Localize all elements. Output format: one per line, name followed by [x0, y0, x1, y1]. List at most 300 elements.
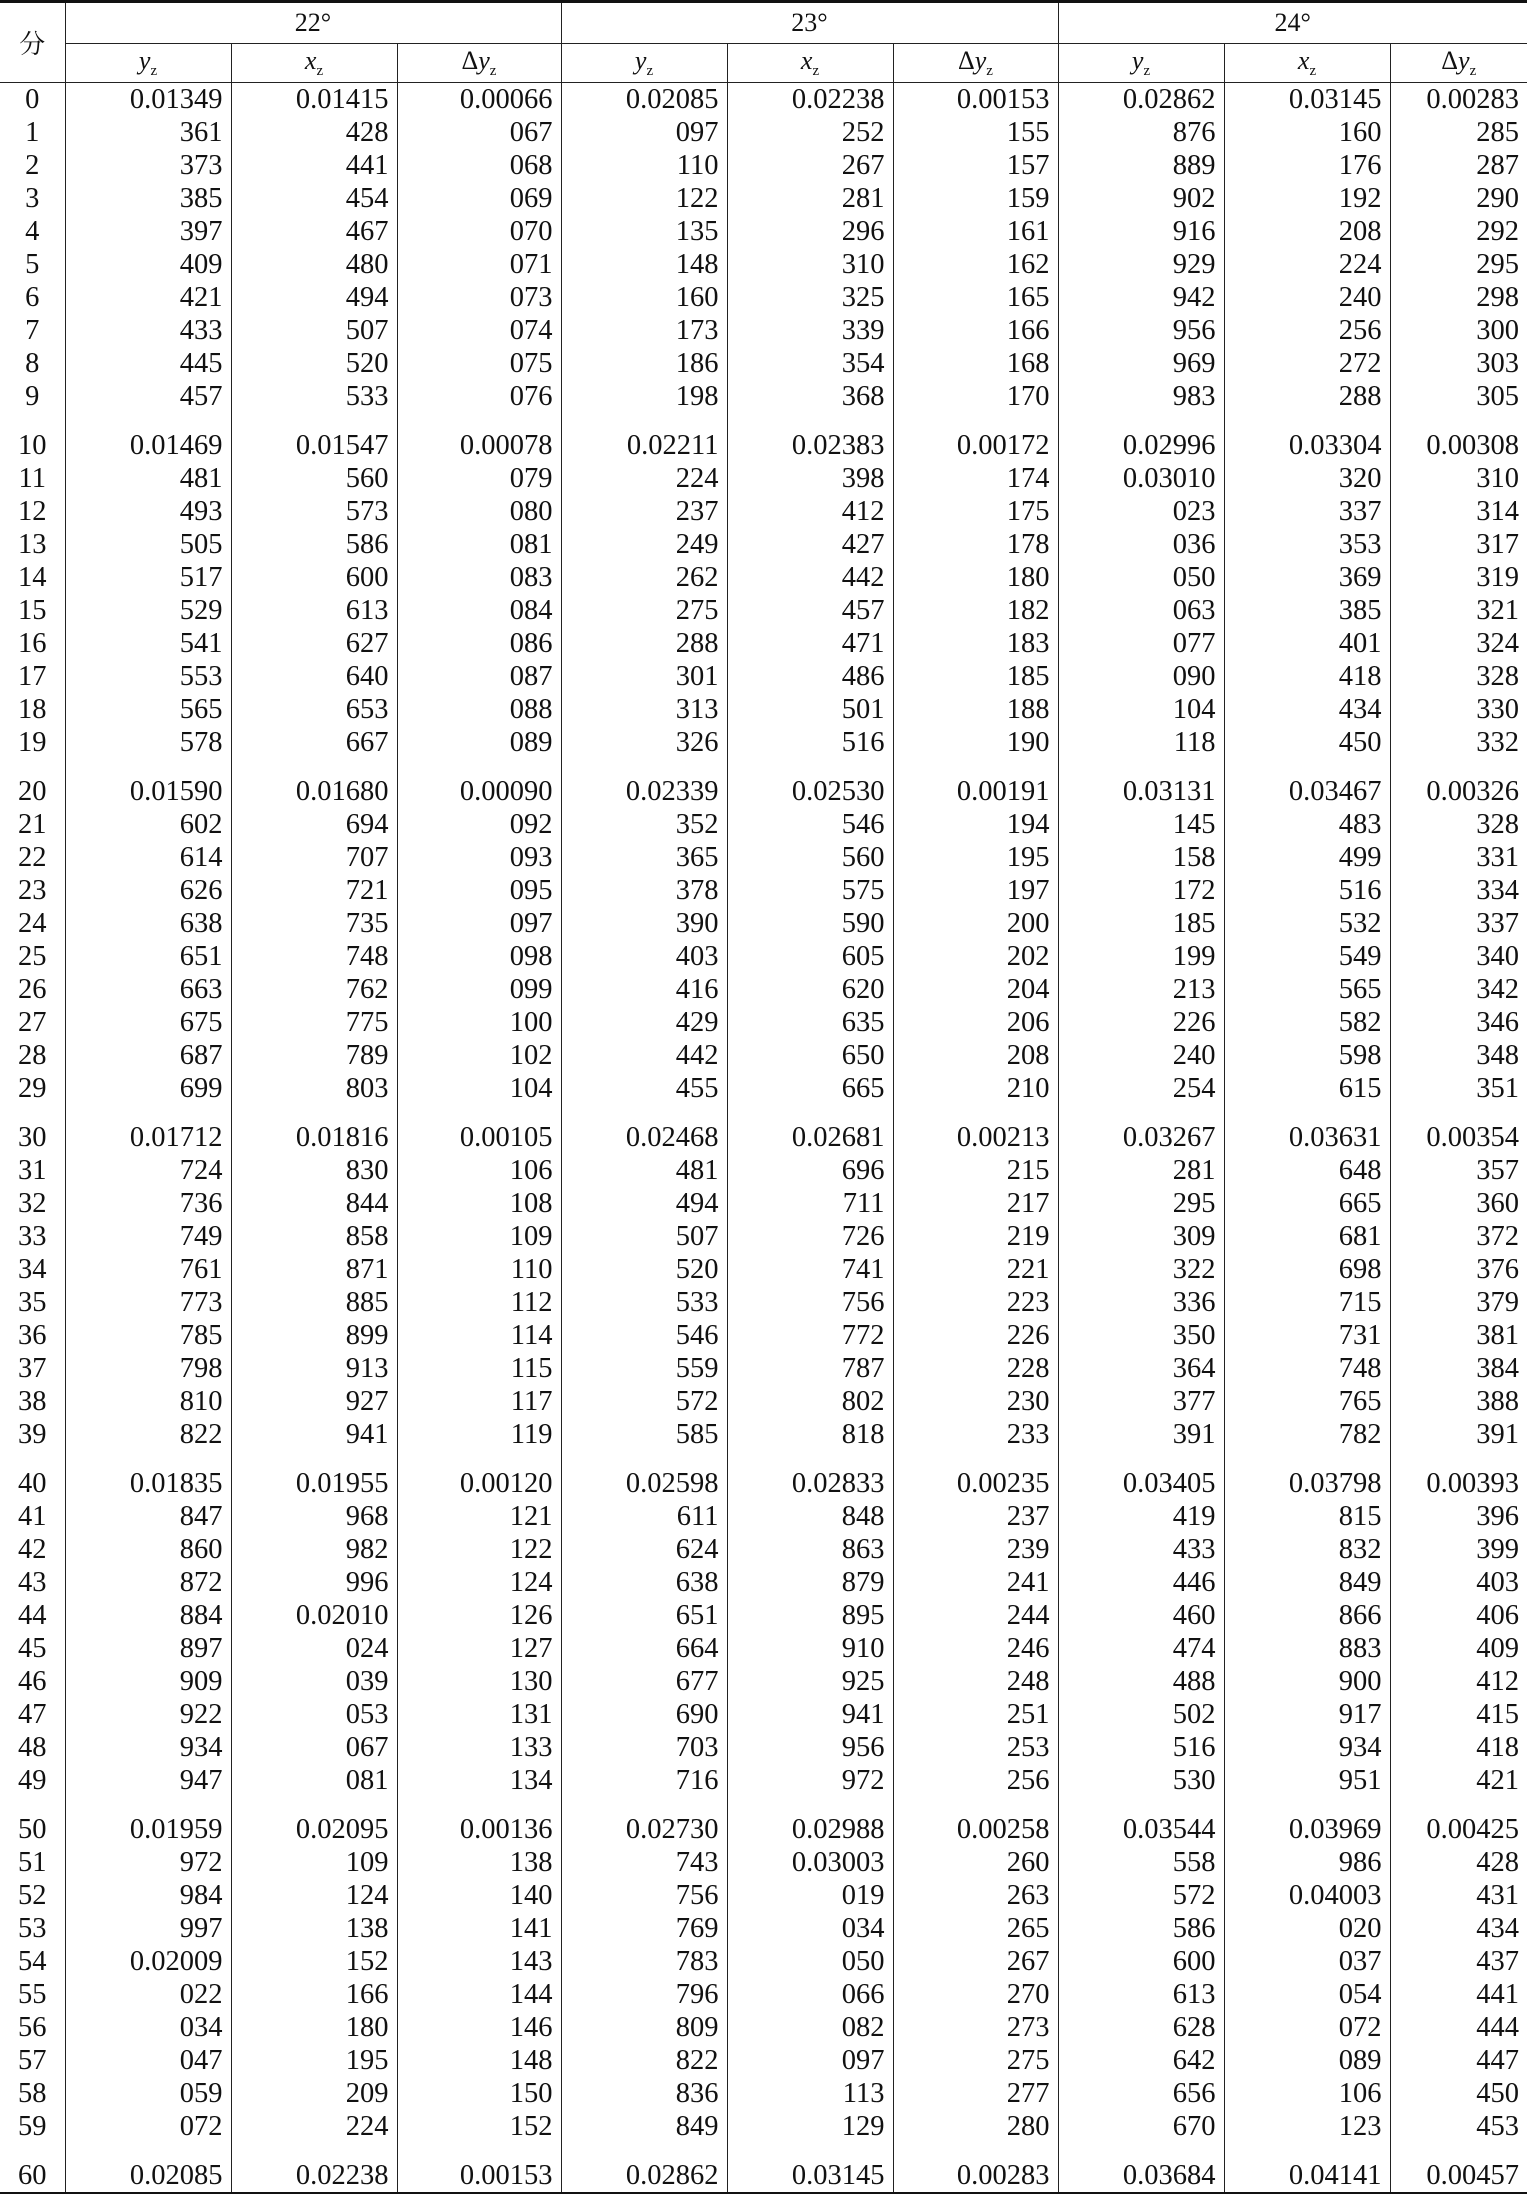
cell-yz-23: 135 — [561, 215, 727, 248]
cell-xz-22: 441 — [231, 149, 397, 182]
cell-xz-23: 620 — [727, 973, 893, 1006]
cell-minute: 54 — [18, 1946, 47, 1977]
cell-yz-24: 670 — [1058, 2110, 1224, 2143]
cell-dyz-23: 230 — [893, 1385, 1058, 1418]
cell-minute: 0 — [25, 84, 40, 115]
cell-dyz-23: 197 — [893, 874, 1058, 907]
cell-yz-22: 457 — [65, 380, 231, 413]
cell-dyz-22: 126 — [397, 1599, 561, 1632]
cell-dyz-23: 0.00258 — [893, 1797, 1058, 1846]
cell-xz-24: 288 — [1224, 380, 1390, 413]
cell-dyz-22: 075 — [397, 347, 561, 380]
cell-dyz-22: 067 — [397, 116, 561, 149]
cell-yz-22: 565 — [65, 693, 231, 726]
cell-xz-22: 124 — [231, 1879, 397, 1912]
cell-dyz-23: 263 — [893, 1879, 1058, 1912]
cell-dyz-23: 155 — [893, 116, 1058, 149]
cell-yz-22: 934 — [65, 1731, 231, 1764]
cell-xz-24: 369 — [1224, 561, 1390, 594]
cell-xz-24: 0.03969 — [1224, 1797, 1390, 1846]
cell-dyz-23: 183 — [893, 627, 1058, 660]
cell-minute: 52 — [18, 1880, 47, 1911]
cell-dyz-23: 200 — [893, 907, 1058, 940]
cell-yz-23: 224 — [561, 462, 727, 495]
cell-yz-24: 391 — [1058, 1418, 1224, 1451]
cell-yz-22: 638 — [65, 907, 231, 940]
cell-yz-24: 488 — [1058, 1665, 1224, 1698]
cell-yz-24: 902 — [1058, 182, 1224, 215]
subcolumn-header-22-x: $x_z$ — [231, 44, 397, 83]
cell-xz-22: 0.02238 — [231, 2143, 397, 2193]
cell-minute: 17 — [18, 661, 47, 692]
cell-xz-22: 927 — [231, 1385, 397, 1418]
cell-xz-23: 281 — [727, 182, 893, 215]
cell-yz-23: 783 — [561, 1945, 727, 1978]
cell-yz-22: 626 — [65, 874, 231, 907]
cell-xz-22: 721 — [231, 874, 397, 907]
cell-dyz-24: 428 — [1390, 1846, 1527, 1879]
cell-xz-23: 0.02988 — [727, 1797, 893, 1846]
cell-dyz-23: 275 — [893, 2044, 1058, 2077]
cell-xz-23: 019 — [727, 1879, 893, 1912]
cell-dyz-24: 285 — [1390, 116, 1527, 149]
table-row — [0, 1945, 1527, 1978]
cell-minute: 28 — [18, 1040, 47, 1071]
cell-xz-22: 109 — [231, 1846, 397, 1879]
table-row — [0, 726, 1527, 759]
cell-minute: 20 — [18, 776, 47, 807]
cell-dyz-24: 0.00326 — [1390, 759, 1527, 808]
cell-dyz-23: 178 — [893, 528, 1058, 561]
cell-xz-23: 696 — [727, 1154, 893, 1187]
cell-xz-23: 442 — [727, 561, 893, 594]
cell-xz-23: 546 — [727, 808, 893, 841]
table-row — [0, 1187, 1527, 1220]
cell-dyz-22: 134 — [397, 1764, 561, 1797]
cell-minute: 44 — [18, 1600, 47, 1631]
cell-xz-23: 368 — [727, 380, 893, 413]
cell-yz-22: 059 — [65, 2077, 231, 2110]
cell-yz-24: 572 — [1058, 1879, 1224, 1912]
cell-xz-23: 665 — [727, 1072, 893, 1105]
cell-xz-22: 885 — [231, 1286, 397, 1319]
cell-xz-22: 996 — [231, 1566, 397, 1599]
table-row — [0, 759, 1527, 808]
cell-dyz-23: 166 — [893, 314, 1058, 347]
cell-minute: 1 — [25, 117, 40, 148]
cell-xz-24: 0.03145 — [1224, 83, 1390, 117]
cell-yz-23: 262 — [561, 561, 727, 594]
cell-dyz-22: 092 — [397, 808, 561, 841]
cell-yz-23: 822 — [561, 2044, 727, 2077]
table-body — [0, 83, 1527, 2194]
header-row-subcolumns — [0, 44, 1527, 83]
cell-dyz-22: 0.00136 — [397, 1797, 561, 1846]
cell-minute: 39 — [18, 1419, 47, 1450]
minutes-header: 分 — [0, 2, 65, 83]
cell-dyz-23: 206 — [893, 1006, 1058, 1039]
cell-dyz-23: 251 — [893, 1698, 1058, 1731]
cell-xz-22: 0.01955 — [231, 1451, 397, 1500]
cell-dyz-24: 379 — [1390, 1286, 1527, 1319]
cell-minute: 57 — [18, 2045, 47, 2076]
cell-xz-24: 020 — [1224, 1912, 1390, 1945]
cell-dyz-24: 321 — [1390, 594, 1527, 627]
table-row — [0, 1731, 1527, 1764]
cell-dyz-22: 073 — [397, 281, 561, 314]
cell-yz-23: 160 — [561, 281, 727, 314]
table-row — [0, 281, 1527, 314]
cell-yz-24: 090 — [1058, 660, 1224, 693]
cell-minute: 50 — [18, 1814, 47, 1845]
subcolumn-header-24-y: $y_z$ — [1058, 44, 1224, 83]
table-row — [0, 116, 1527, 149]
table-row — [0, 1797, 1527, 1846]
cell-yz-23: 849 — [561, 2110, 727, 2143]
cell-xz-22: 600 — [231, 561, 397, 594]
cell-xz-24: 353 — [1224, 528, 1390, 561]
cell-dyz-24: 399 — [1390, 1533, 1527, 1566]
cell-dyz-23: 228 — [893, 1352, 1058, 1385]
cell-xz-24: 385 — [1224, 594, 1390, 627]
cell-yz-24: 983 — [1058, 380, 1224, 413]
table-row — [0, 1286, 1527, 1319]
cell-yz-23: 0.02339 — [561, 759, 727, 808]
cell-yz-24: 613 — [1058, 1978, 1224, 2011]
cell-xz-23: 296 — [727, 215, 893, 248]
cell-xz-24: 434 — [1224, 693, 1390, 726]
cell-yz-24: 889 — [1058, 149, 1224, 182]
cell-xz-22: 667 — [231, 726, 397, 759]
cell-dyz-23: 157 — [893, 149, 1058, 182]
cell-yz-22: 749 — [65, 1220, 231, 1253]
cell-dyz-24: 290 — [1390, 182, 1527, 215]
cell-minute: 56 — [18, 2012, 47, 2043]
cell-xz-23: 787 — [727, 1352, 893, 1385]
cell-xz-22: 573 — [231, 495, 397, 528]
cell-xz-23: 457 — [727, 594, 893, 627]
cell-yz-24: 516 — [1058, 1731, 1224, 1764]
cell-dyz-23: 202 — [893, 940, 1058, 973]
cell-dyz-22: 106 — [397, 1154, 561, 1187]
cell-dyz-23: 174 — [893, 462, 1058, 495]
cell-xz-24: 0.03467 — [1224, 759, 1390, 808]
table-row — [0, 907, 1527, 940]
cell-xz-22: 653 — [231, 693, 397, 726]
cell-yz-24: 916 — [1058, 215, 1224, 248]
cell-yz-24: 036 — [1058, 528, 1224, 561]
cell-yz-23: 186 — [561, 347, 727, 380]
table-row — [0, 1632, 1527, 1665]
cell-minute: 48 — [18, 1732, 47, 1763]
cell-yz-22: 909 — [65, 1665, 231, 1698]
table-row — [0, 1566, 1527, 1599]
cell-dyz-24: 447 — [1390, 2044, 1527, 2077]
cell-dyz-22: 0.00066 — [397, 83, 561, 117]
cell-dyz-22: 112 — [397, 1286, 561, 1319]
cell-dyz-22: 0.00078 — [397, 413, 561, 462]
cell-yz-24: 063 — [1058, 594, 1224, 627]
cell-xz-22: 844 — [231, 1187, 397, 1220]
cell-xz-24: 681 — [1224, 1220, 1390, 1253]
cell-xz-24: 192 — [1224, 182, 1390, 215]
degree-header-22: 22° — [65, 2, 561, 44]
cell-dyz-24: 396 — [1390, 1500, 1527, 1533]
cell-dyz-22: 068 — [397, 149, 561, 182]
cell-yz-23: 585 — [561, 1418, 727, 1451]
table-row — [0, 2011, 1527, 2044]
cell-xz-23: 650 — [727, 1039, 893, 1072]
cell-xz-22: 694 — [231, 808, 397, 841]
cell-dyz-22: 0.00090 — [397, 759, 561, 808]
cell-yz-24: 077 — [1058, 627, 1224, 660]
cell-xz-22: 627 — [231, 627, 397, 660]
cell-xz-23: 0.02238 — [727, 83, 893, 117]
cell-yz-24: 158 — [1058, 841, 1224, 874]
cell-dyz-23: 277 — [893, 2077, 1058, 2110]
cell-dyz-23: 159 — [893, 182, 1058, 215]
cell-yz-23: 743 — [561, 1846, 727, 1879]
cell-xz-24: 401 — [1224, 627, 1390, 660]
cell-yz-23: 326 — [561, 726, 727, 759]
cell-dyz-24: 287 — [1390, 149, 1527, 182]
cell-dyz-23: 0.00153 — [893, 83, 1058, 117]
cell-xz-23: 575 — [727, 874, 893, 907]
table-row — [0, 874, 1527, 907]
cell-minute: 46 — [18, 1666, 47, 1697]
cell-yz-22: 736 — [65, 1187, 231, 1220]
cell-xz-23: 605 — [727, 940, 893, 973]
cell-yz-23: 198 — [561, 380, 727, 413]
cell-xz-23: 895 — [727, 1599, 893, 1632]
cell-dyz-23: 273 — [893, 2011, 1058, 2044]
cell-dyz-24: 431 — [1390, 1879, 1527, 1912]
cell-xz-24: 832 — [1224, 1533, 1390, 1566]
subcolumn-header-22-y: $y_z$ — [65, 44, 231, 83]
cell-dyz-24: 314 — [1390, 495, 1527, 528]
cell-yz-22: 687 — [65, 1039, 231, 1072]
table-row — [0, 1599, 1527, 1632]
cell-minute: 35 — [18, 1287, 47, 1318]
cell-dyz-22: 133 — [397, 1731, 561, 1764]
cell-minute: 13 — [18, 529, 47, 560]
cell-xz-23: 252 — [727, 116, 893, 149]
cell-dyz-22: 102 — [397, 1039, 561, 1072]
cell-xz-23: 325 — [727, 281, 893, 314]
cell-xz-24: 499 — [1224, 841, 1390, 874]
cell-xz-22: 560 — [231, 462, 397, 495]
cell-dyz-23: 237 — [893, 1500, 1058, 1533]
cell-xz-24: 565 — [1224, 973, 1390, 1006]
cell-yz-22: 822 — [65, 1418, 231, 1451]
cell-xz-22: 913 — [231, 1352, 397, 1385]
cell-dyz-22: 080 — [397, 495, 561, 528]
cell-xz-23: 0.02681 — [727, 1105, 893, 1154]
cell-dyz-22: 114 — [397, 1319, 561, 1352]
cell-dyz-22: 070 — [397, 215, 561, 248]
cell-dyz-24: 384 — [1390, 1352, 1527, 1385]
cell-minute: 43 — [18, 1567, 47, 1598]
cell-yz-23: 429 — [561, 1006, 727, 1039]
cell-yz-23: 403 — [561, 940, 727, 973]
cell-minute: 18 — [18, 694, 47, 725]
cell-yz-24: 586 — [1058, 1912, 1224, 1945]
cell-minute: 10 — [18, 430, 47, 461]
cell-yz-22: 947 — [65, 1764, 231, 1797]
cell-dyz-23: 0.00191 — [893, 759, 1058, 808]
cell-yz-23: 455 — [561, 1072, 727, 1105]
cell-dyz-24: 303 — [1390, 347, 1527, 380]
cell-dyz-23: 0.00213 — [893, 1105, 1058, 1154]
cell-yz-22: 445 — [65, 347, 231, 380]
cell-yz-22: 884 — [65, 1599, 231, 1632]
cell-xz-24: 483 — [1224, 808, 1390, 841]
table-row — [0, 1698, 1527, 1731]
cell-yz-23: 716 — [561, 1764, 727, 1797]
cell-dyz-23: 168 — [893, 347, 1058, 380]
cell-xz-22: 803 — [231, 1072, 397, 1105]
cell-yz-23: 703 — [561, 1731, 727, 1764]
cell-yz-23: 611 — [561, 1500, 727, 1533]
cell-xz-23: 398 — [727, 462, 893, 495]
cell-yz-22: 517 — [65, 561, 231, 594]
cell-xz-24: 516 — [1224, 874, 1390, 907]
cell-dyz-22: 140 — [397, 1879, 561, 1912]
cell-xz-24: 072 — [1224, 2011, 1390, 2044]
cell-dyz-24: 348 — [1390, 1039, 1527, 1072]
cell-dyz-23: 217 — [893, 1187, 1058, 1220]
cell-xz-23: 772 — [727, 1319, 893, 1352]
cell-yz-22: 761 — [65, 1253, 231, 1286]
cell-xz-22: 152 — [231, 1945, 397, 1978]
cell-dyz-22: 084 — [397, 594, 561, 627]
cell-xz-24: 715 — [1224, 1286, 1390, 1319]
cell-xz-24: 648 — [1224, 1154, 1390, 1187]
cell-minute: 19 — [18, 727, 47, 758]
cell-yz-24: 0.02996 — [1058, 413, 1224, 462]
cell-yz-22: 663 — [65, 973, 231, 1006]
cell-yz-22: 541 — [65, 627, 231, 660]
table-row — [0, 1253, 1527, 1286]
cell-xz-23: 412 — [727, 495, 893, 528]
cell-xz-24: 549 — [1224, 940, 1390, 973]
cell-dyz-23: 0.00172 — [893, 413, 1058, 462]
table-row — [0, 808, 1527, 841]
cell-xz-24: 054 — [1224, 1978, 1390, 2011]
cell-yz-23: 481 — [561, 1154, 727, 1187]
cell-xz-24: 815 — [1224, 1500, 1390, 1533]
cell-yz-22: 810 — [65, 1385, 231, 1418]
cell-yz-23: 275 — [561, 594, 727, 627]
cell-yz-24: 281 — [1058, 1154, 1224, 1187]
table-row — [0, 1879, 1527, 1912]
cell-dyz-24: 334 — [1390, 874, 1527, 907]
cell-xz-24: 731 — [1224, 1319, 1390, 1352]
cell-minute: 40 — [18, 1468, 47, 1499]
cell-minute: 42 — [18, 1534, 47, 1565]
cell-yz-24: 929 — [1058, 248, 1224, 281]
cell-yz-24: 240 — [1058, 1039, 1224, 1072]
cell-dyz-24: 305 — [1390, 380, 1527, 413]
cell-minute: 30 — [18, 1122, 47, 1153]
table-row — [0, 1154, 1527, 1187]
cell-yz-23: 416 — [561, 973, 727, 1006]
cell-xz-23: 910 — [727, 1632, 893, 1665]
cell-dyz-24: 328 — [1390, 808, 1527, 841]
cell-minute: 53 — [18, 1913, 47, 1944]
cell-minute: 33 — [18, 1221, 47, 1252]
cell-yz-22: 373 — [65, 149, 231, 182]
cell-xz-24: 866 — [1224, 1599, 1390, 1632]
cell-dyz-24: 328 — [1390, 660, 1527, 693]
cell-xz-22: 428 — [231, 116, 397, 149]
cell-xz-24: 582 — [1224, 1006, 1390, 1039]
cell-dyz-23: 170 — [893, 380, 1058, 413]
cell-dyz-22: 097 — [397, 907, 561, 940]
cell-dyz-22: 071 — [397, 248, 561, 281]
cell-xz-22: 789 — [231, 1039, 397, 1072]
cell-xz-23: 034 — [727, 1912, 893, 1945]
table-row — [0, 528, 1527, 561]
cell-minute: 34 — [18, 1254, 47, 1285]
cell-xz-22: 081 — [231, 1764, 397, 1797]
cell-minute: 22 — [18, 842, 47, 873]
cell-dyz-22: 079 — [397, 462, 561, 495]
cell-minute: 58 — [18, 2078, 47, 2109]
cell-xz-23: 560 — [727, 841, 893, 874]
cell-xz-22: 899 — [231, 1319, 397, 1352]
cell-xz-22: 0.01816 — [231, 1105, 397, 1154]
cell-xz-23: 848 — [727, 1500, 893, 1533]
cell-yz-23: 0.02598 — [561, 1451, 727, 1500]
cell-dyz-22: 150 — [397, 2077, 561, 2110]
table-row — [0, 347, 1527, 380]
cell-yz-23: 173 — [561, 314, 727, 347]
table-row — [0, 627, 1527, 660]
cell-yz-23: 0.02211 — [561, 413, 727, 462]
cell-yz-23: 110 — [561, 149, 727, 182]
cell-yz-24: 199 — [1058, 940, 1224, 973]
cell-dyz-24: 298 — [1390, 281, 1527, 314]
cell-xz-24: 176 — [1224, 149, 1390, 182]
cell-dyz-24: 342 — [1390, 973, 1527, 1006]
cell-xz-24: 224 — [1224, 248, 1390, 281]
table-row — [0, 660, 1527, 693]
cell-yz-24: 050 — [1058, 561, 1224, 594]
cell-dyz-24: 324 — [1390, 627, 1527, 660]
cell-dyz-24: 388 — [1390, 1385, 1527, 1418]
cell-yz-24: 023 — [1058, 495, 1224, 528]
cell-dyz-22: 148 — [397, 2044, 561, 2077]
cell-dyz-24: 453 — [1390, 2110, 1527, 2143]
cell-minute: 59 — [18, 2111, 47, 2142]
cell-dyz-22: 144 — [397, 1978, 561, 2011]
cell-xz-23: 941 — [727, 1698, 893, 1731]
cell-xz-23: 0.03145 — [727, 2143, 893, 2193]
cell-yz-23: 0.02085 — [561, 83, 727, 117]
cell-xz-24: 160 — [1224, 116, 1390, 149]
cell-yz-24: 969 — [1058, 347, 1224, 380]
cell-xz-24: 934 — [1224, 1731, 1390, 1764]
cell-yz-22: 0.01959 — [65, 1797, 231, 1846]
cell-yz-24: 530 — [1058, 1764, 1224, 1797]
cell-dyz-24: 0.00354 — [1390, 1105, 1527, 1154]
cell-minute: 31 — [18, 1155, 47, 1186]
cell-dyz-23: 188 — [893, 693, 1058, 726]
cell-xz-22: 480 — [231, 248, 397, 281]
cell-xz-22: 053 — [231, 1698, 397, 1731]
cell-xz-22: 941 — [231, 1418, 397, 1451]
